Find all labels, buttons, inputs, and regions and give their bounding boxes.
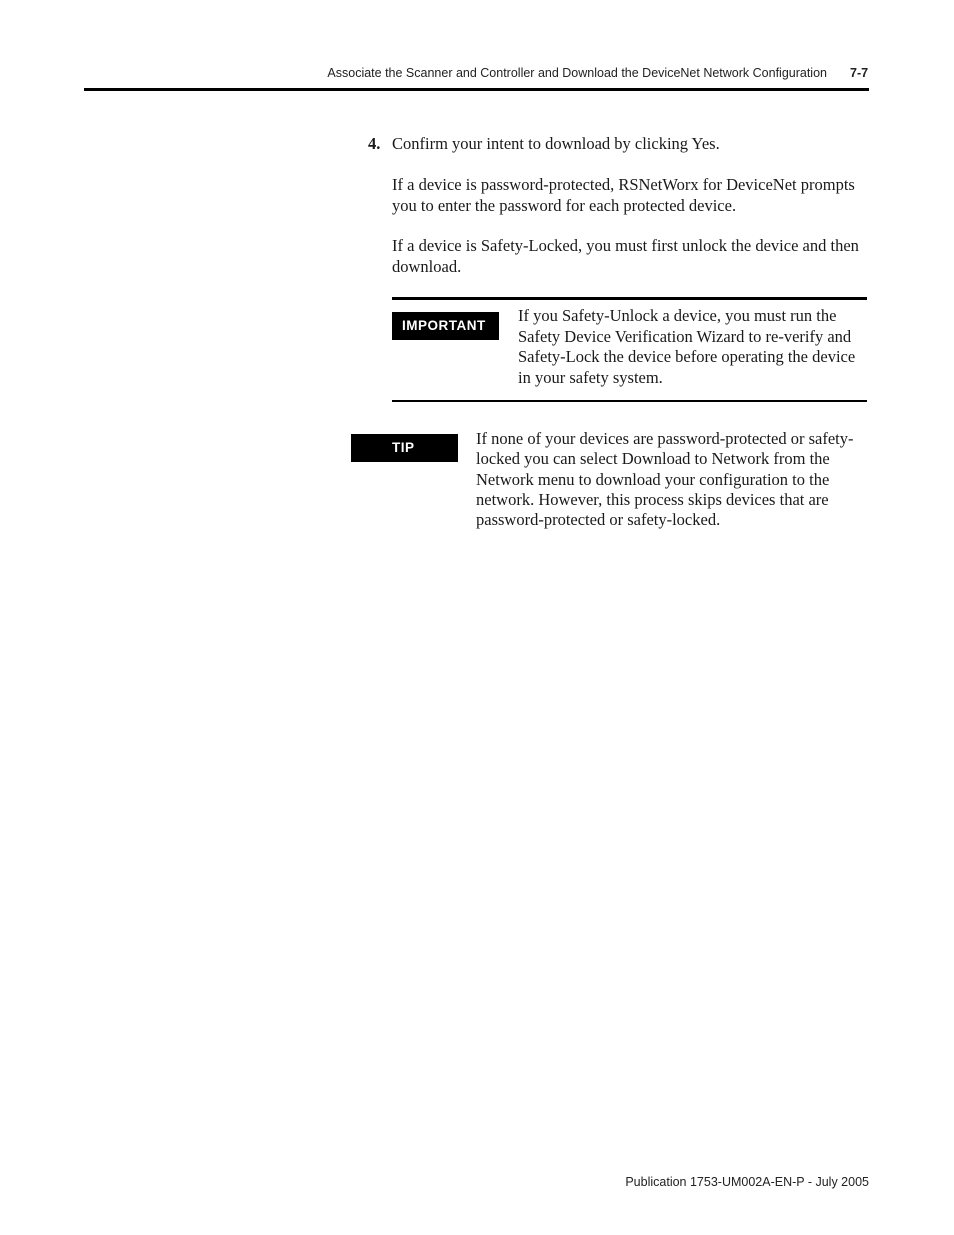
running-header-title: Associate the Scanner and Controller and Download the DeviceNet Network Configuration [327, 66, 827, 80]
header-rule [84, 88, 869, 91]
tip-note-text: If none of your devices are password-protected or safety-locked you can select Download to Network from the Network menu to download your configuration to the network. However, this process skips devices that are password-protected or safety-locked. [476, 429, 854, 530]
step-number: 4. [368, 134, 381, 153]
important-rule-bottom [392, 400, 867, 402]
tip-badge: TIP [351, 434, 458, 462]
important-badge: IMPORTANT [392, 312, 499, 340]
password-paragraph: If a device is password-protected, RSNetWorx for DeviceNet prompts you to enter the password for each protected device. [392, 175, 855, 215]
publication-footer: Publication 1753-UM002A-EN-P - July 2005 [625, 1175, 869, 1189]
important-rule-top [392, 297, 867, 300]
step-instruction: Confirm your intent to download by clicking Yes. [392, 134, 720, 153]
page-number: 7-7 [850, 66, 869, 80]
important-note-text: If you Safety-Unlock a device, you must run the Safety Device Verification Wizard to re-verify and Safety-Lock the device before operating the device in your safety system. [518, 306, 856, 387]
safety-lock-paragraph: If a device is Safety-Locked, you must first unlock the device and then download. [392, 236, 859, 276]
